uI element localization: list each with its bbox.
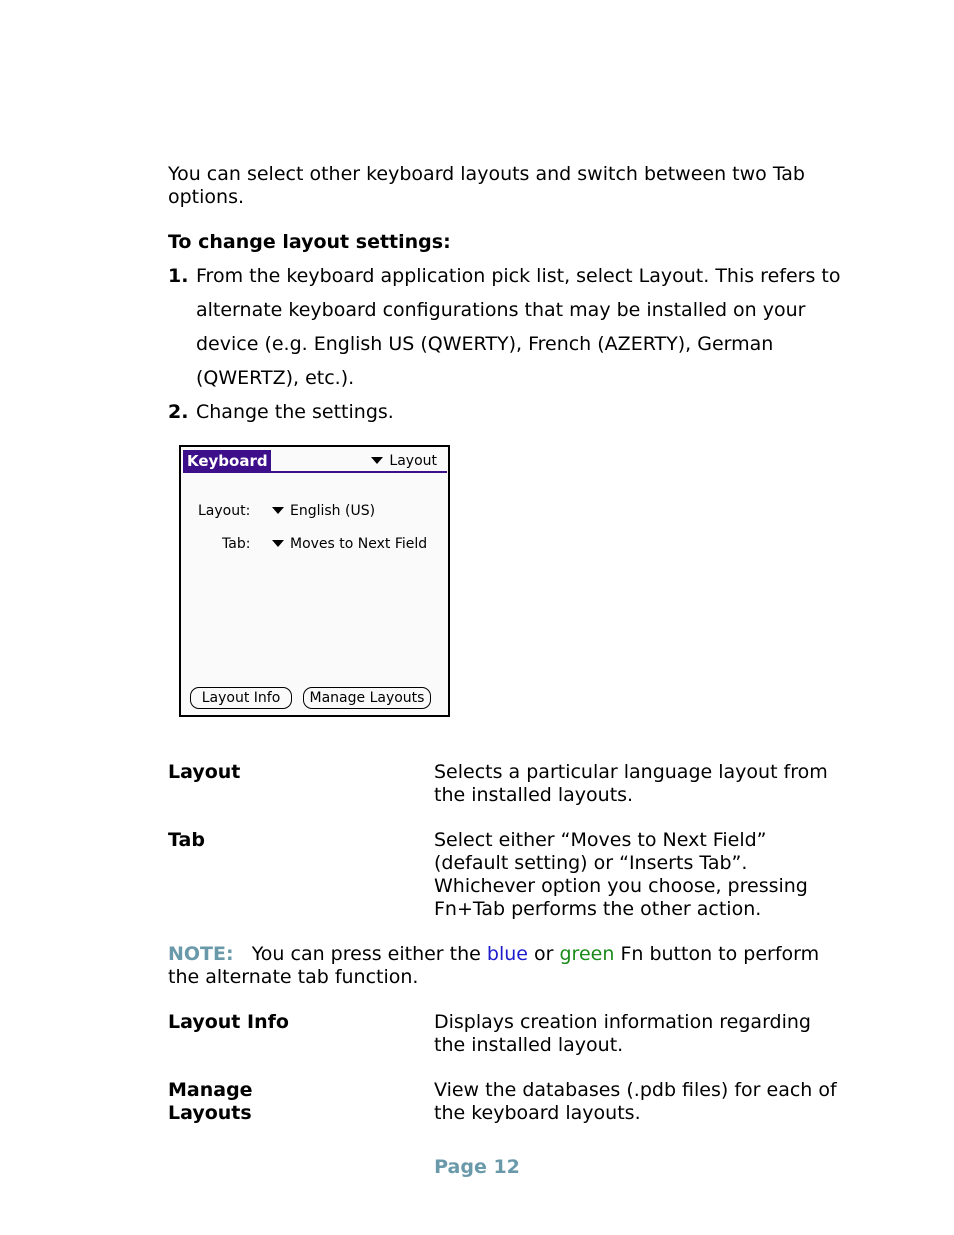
- layout-menu-label: Layout: [389, 453, 437, 469]
- note-text-post: Fn button to perform: [620, 943, 820, 965]
- definition-text-tab: [434, 829, 808, 921]
- step-1-text: [196, 259, 840, 395]
- step-1-line: (QWERTZ), etc.).: [196, 367, 355, 389]
- note-text-mid: or: [534, 943, 554, 965]
- definition-line: the keyboard layouts.: [434, 1102, 641, 1124]
- definition-term-manage-layouts: [168, 1079, 253, 1125]
- tab-value: Moves to Next Field: [290, 536, 428, 552]
- keyboard-settings-screenshot: [179, 445, 450, 717]
- tab-popup-trigger[interactable]: [272, 535, 427, 553]
- definition-text-layout-info: [434, 1011, 811, 1057]
- note-blue-word: blue: [486, 943, 528, 965]
- step-1-line: device (e.g. English US (QWERTY), French (AZERTY), German: [196, 333, 774, 355]
- definition-line: Whichever option you choose, pressing: [434, 875, 808, 897]
- definition-line: the installed layout.: [434, 1034, 624, 1056]
- layout-menu-picker[interactable]: [371, 450, 437, 472]
- definition-line: Fn+Tab performs the other action.: [434, 898, 762, 920]
- manage-layouts-button[interactable]: Manage Layouts: [303, 687, 431, 709]
- screenshot-title: Keyboard: [183, 450, 271, 472]
- note-green-word: green: [559, 943, 615, 965]
- note-label: NOTE:: [168, 943, 234, 965]
- definition-line: Selects a particular language layout from: [434, 761, 828, 783]
- layout-value: English (US): [290, 503, 376, 519]
- note-line-1: [168, 943, 819, 966]
- screenshot-titlebar: [183, 450, 447, 472]
- step-2-number: 2.: [168, 401, 189, 423]
- layout-info-button[interactable]: Layout Info: [190, 687, 292, 709]
- definition-term-layout-info: Layout Info: [168, 1011, 289, 1033]
- dropdown-triangle-icon: [272, 540, 284, 547]
- tab-field-label: Tab:: [222, 536, 251, 552]
- section-heading: To change layout settings:: [168, 231, 451, 253]
- note-text-pre: You can press either the: [251, 943, 481, 965]
- definition-term-layout: Layout: [168, 761, 241, 783]
- step-1-number: 1.: [168, 265, 189, 287]
- step-1-line: From the keyboard application pick list, select Layout. This refers to: [196, 265, 841, 287]
- definition-text-layout: [434, 761, 828, 807]
- definition-line: Select either “Moves to Next Field”: [434, 829, 767, 851]
- intro-line-1: You can select other keyboard layouts and switch between two Tab: [168, 163, 805, 185]
- layout-popup-trigger[interactable]: [272, 502, 375, 520]
- definition-line: Displays creation information regarding: [434, 1011, 811, 1033]
- intro-paragraph: [168, 163, 805, 209]
- definition-line: the installed layouts.: [434, 784, 634, 806]
- note-block: [168, 943, 819, 989]
- layout-field-label: Layout:: [198, 503, 251, 519]
- definition-term-tab: Tab: [168, 829, 205, 851]
- step-2-text: Change the settings.: [196, 401, 394, 423]
- intro-line-2: options.: [168, 186, 245, 208]
- page-number: Page 12: [434, 1156, 520, 1178]
- note-line-2: the alternate tab function.: [168, 966, 419, 988]
- definition-line: View the databases (.pdb files) for each of: [434, 1079, 837, 1101]
- dropdown-triangle-icon: [272, 507, 284, 514]
- definition-term-line: Manage: [168, 1079, 253, 1101]
- definition-text-manage-layouts: [434, 1079, 837, 1125]
- definition-line: (default setting) or “Inserts Tab”.: [434, 852, 748, 874]
- dropdown-triangle-icon: [371, 457, 383, 464]
- step-1-line: alternate keyboard configurations that may be installed on your: [196, 299, 806, 321]
- definition-term-line: Layouts: [168, 1102, 252, 1124]
